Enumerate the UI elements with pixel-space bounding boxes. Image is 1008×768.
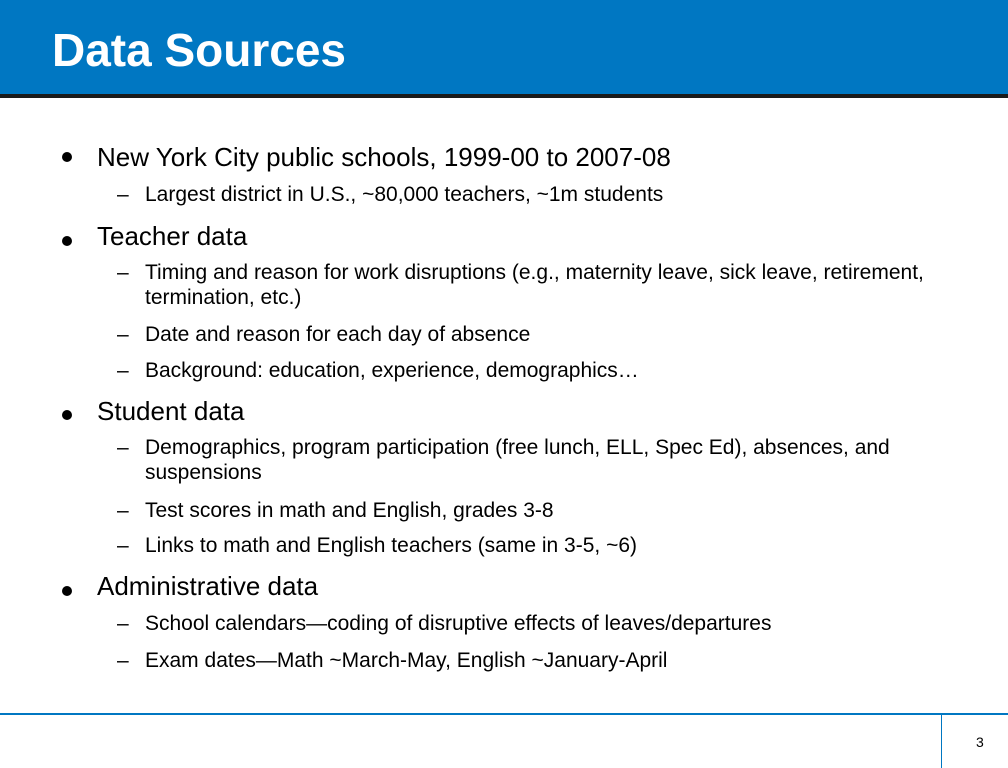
- slide-title: Data Sources: [52, 24, 347, 76]
- sub-bullet-dash: –: [117, 359, 129, 382]
- sub-bullet-dash: –: [117, 183, 129, 206]
- sub-bullet-dash: –: [117, 534, 129, 557]
- sub-item: Largest district in U.S., ~80,000 teachers, ~1m students: [145, 183, 664, 206]
- page-number: 3: [976, 734, 984, 750]
- sub-item: Exam dates—Math ~March-May, English ~January-April: [145, 649, 668, 672]
- footer-line: [0, 713, 1008, 715]
- bullet-dot: [62, 236, 72, 246]
- sub-item: Demographics, program participation (free lunch, ELL, Spec Ed), absences, and suspensions: [145, 436, 890, 484]
- sub-bullet-dash: –: [117, 436, 129, 459]
- bullet-item: Teacher data: [97, 221, 248, 251]
- bullet-dot: [62, 410, 72, 420]
- sub-bullet-dash: –: [117, 323, 129, 346]
- sub-item: Links to math and English teachers (same in 3-5, ~6): [145, 534, 638, 557]
- sub-bullet-dash: –: [117, 612, 129, 635]
- bullet-item: New York City public schools, 1999-00 to 2007-08: [97, 142, 671, 172]
- sub-item: Background: education, experience, demographics…: [145, 359, 639, 382]
- sub-item: Test scores in math and English, grades 3-8: [145, 499, 554, 522]
- sub-bullet-dash: –: [117, 499, 129, 522]
- sub-bullet-dash: –: [117, 649, 129, 672]
- footer-divider: [941, 715, 942, 768]
- sub-item: Timing and reason for work disruptions (e.g., maternity leave, sick leave, retirement, termination, etc.): [145, 261, 924, 309]
- sub-item: School calendars—coding of disruptive effects of leaves/departures: [145, 612, 772, 635]
- bullet-item: Student data: [97, 396, 245, 426]
- bullet-dot: [62, 152, 72, 162]
- bullet-dot: [62, 586, 72, 596]
- sub-bullet-dash: –: [117, 261, 129, 284]
- title-rule: [0, 94, 1008, 98]
- sub-item: Date and reason for each day of absence: [145, 323, 531, 346]
- bullet-item: Administrative data: [97, 571, 319, 601]
